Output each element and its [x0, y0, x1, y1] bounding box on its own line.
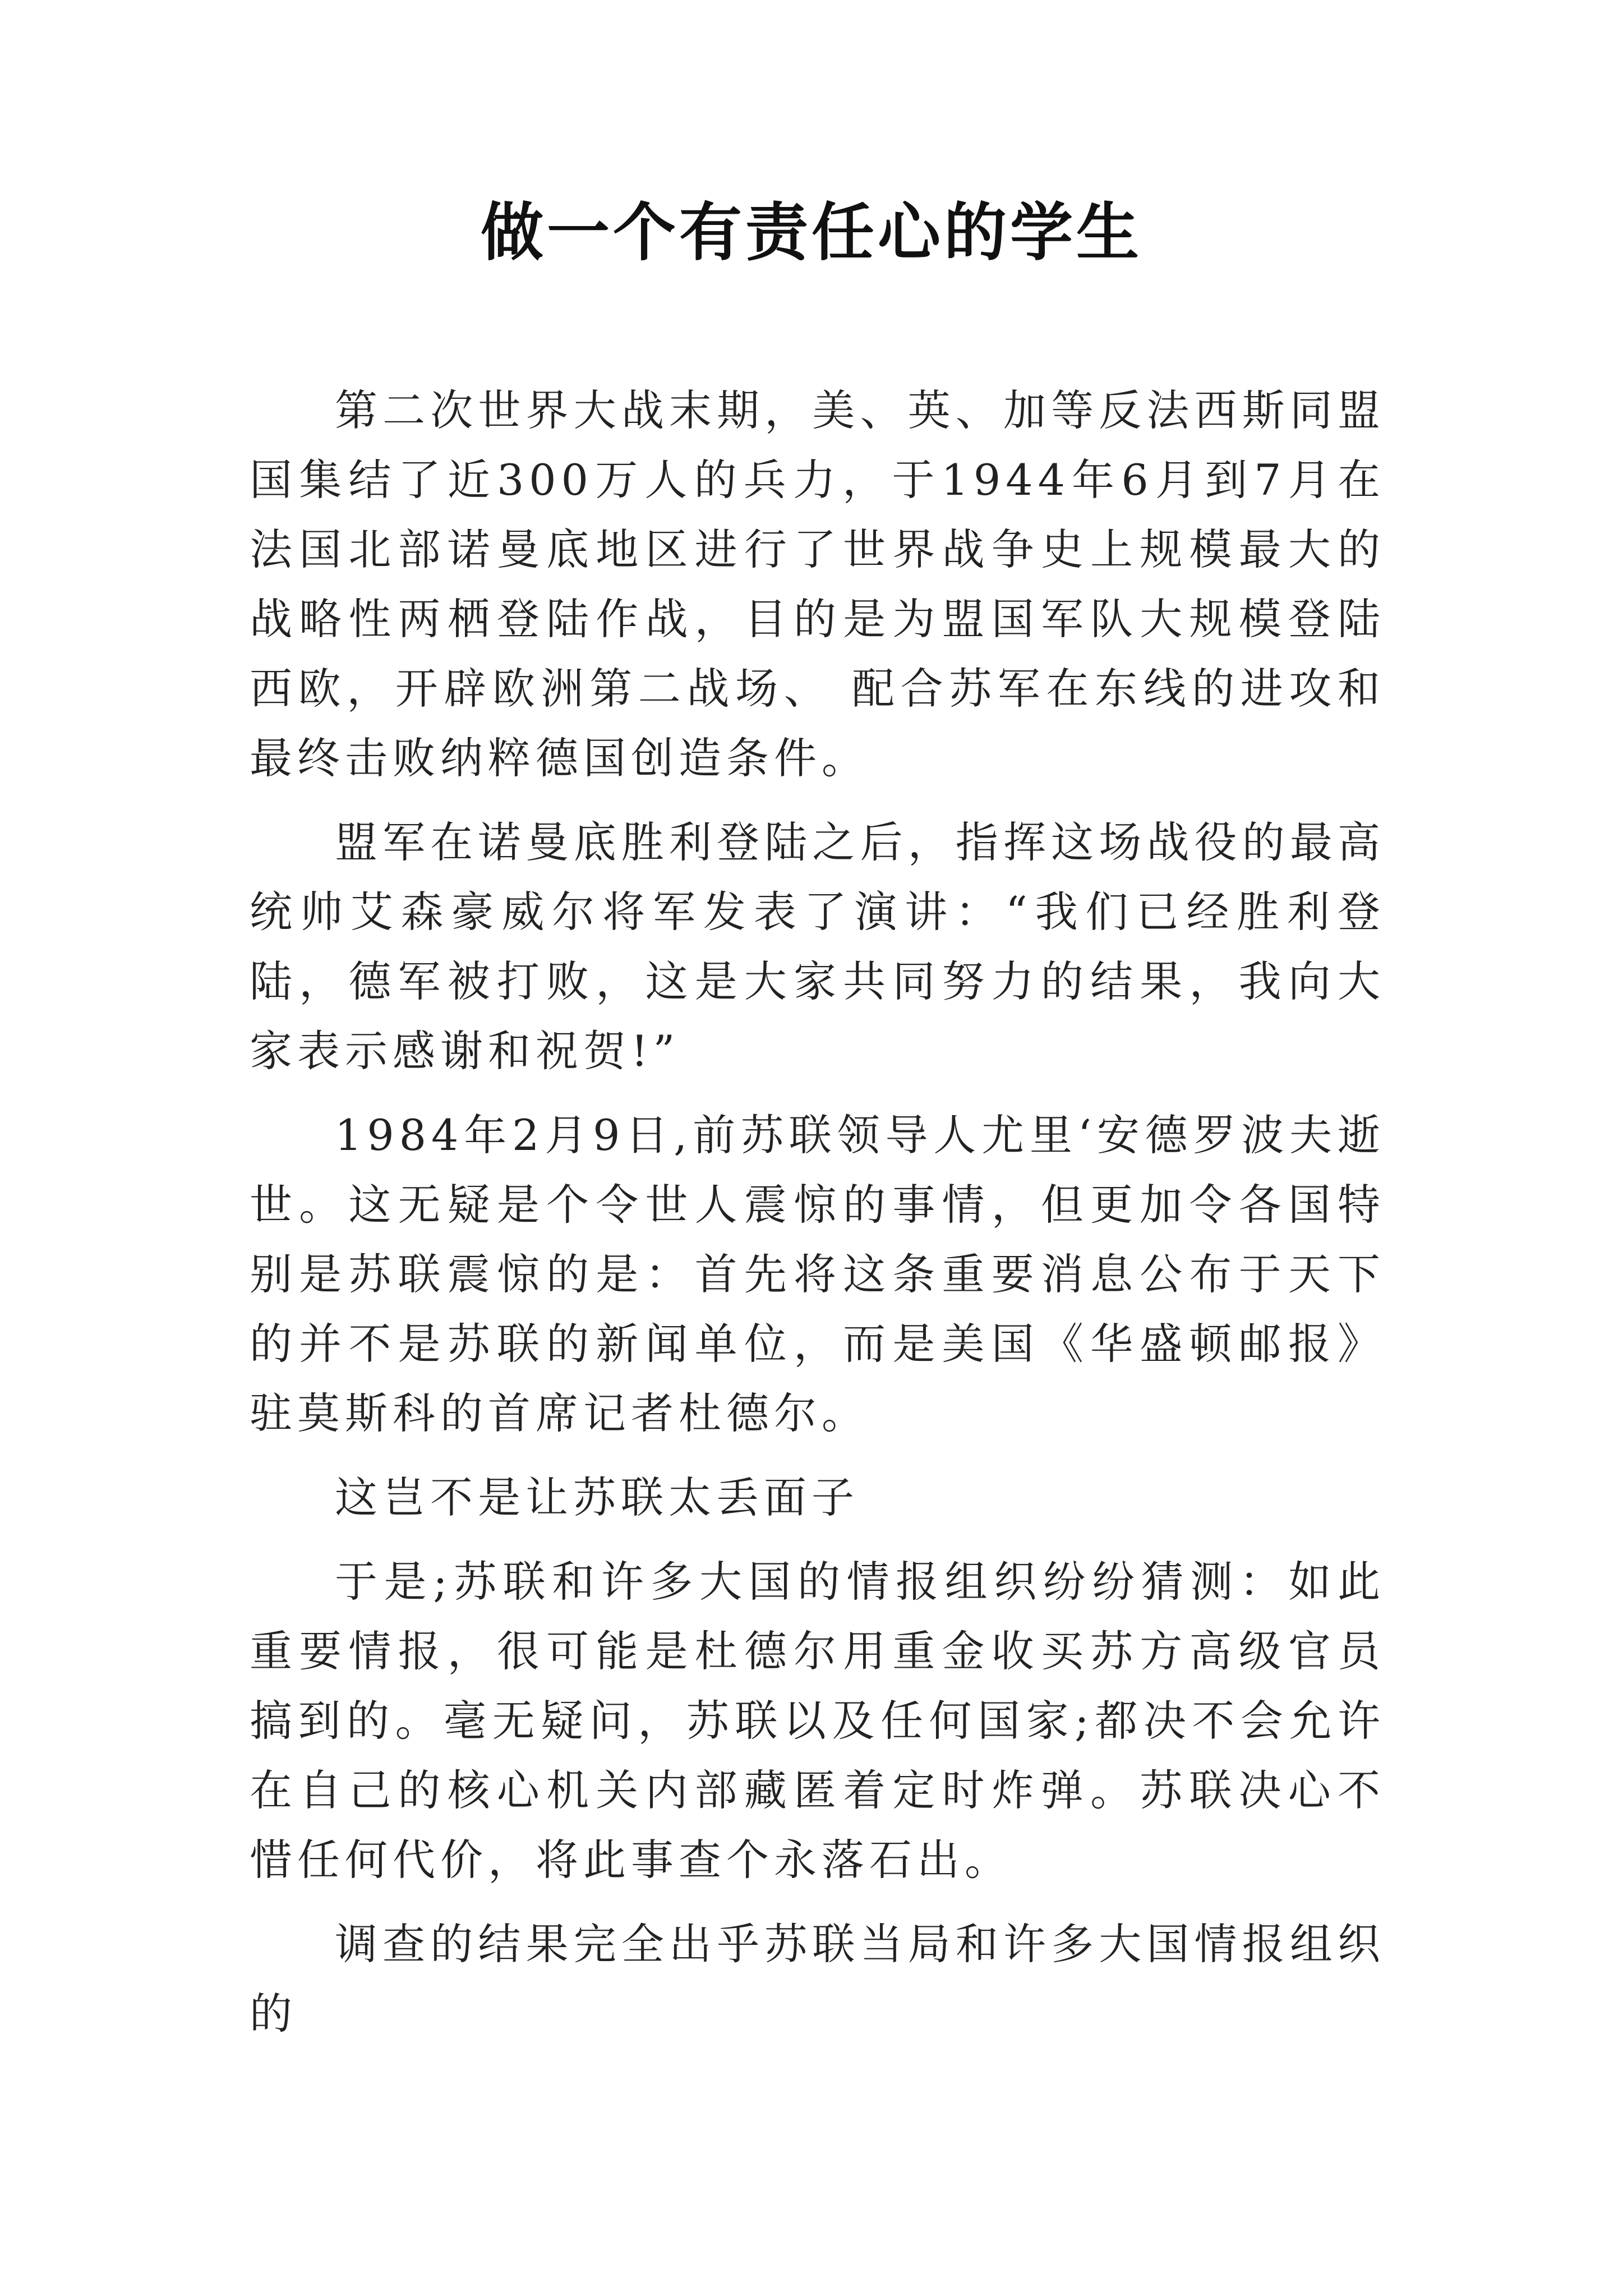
paragraph-2: 盟军在诺曼底胜利登陆之后，指挥这场战役的最高统帅艾森豪威尔将军发表了演讲：“我们已经胜利登陆，德军被打败，这是大家共同努力的结果，我向大家表示感谢和祝贺!”	[250, 817, 1385, 1076]
paragraph-6: 调查的结果完全出乎苏联当局和许多大国情报组织的	[250, 1919, 1385, 2039]
paragraph-1: 第二次世界大战末期，美、英、加等反法西斯同盟国集结了近300万人的兵力，于1944年6月到7月在法国北部诺曼底地区进行了世界战争史上规模最大的战略性两栖登陆作战，目的是为盟国军队大规模登陆西欧，开辟欧洲第二战场、 配合苏军在东线的进攻和最终击败纳粹德国创造条件。	[250, 385, 1385, 783]
paragraph-3: 1984年2月9日,前苏联领导人尤里‘安德罗波夫逝世。这无疑是个令世人震惊的事情，但更加令各国特别是苏联震惊的是：首先将这条重要消息公布于天下的并不是苏联的新闻单位，而是美国《华盛顿邮报》驻莫斯科的首席记者杜德尔。	[250, 1110, 1385, 1438]
document-body	[250, 376, 1385, 2063]
paragraph-5: 于是;苏联和许多大国的情报组织纷纷猜测：如此重要情报，很可能是杜德尔用重金收买苏方高级官员搞到的。毫无疑问，苏联以及任何国家;都决不会允许在自己的核心机关内部藏匿着定时炸弹。苏联决心不惜任何代价，将此事查个永落石出。	[250, 1557, 1385, 1885]
paragraph-4: 这岂不是让苏联太丢面子	[335, 1473, 859, 1522]
document-title: 做一个有责任心的学生	[481, 196, 1142, 269]
